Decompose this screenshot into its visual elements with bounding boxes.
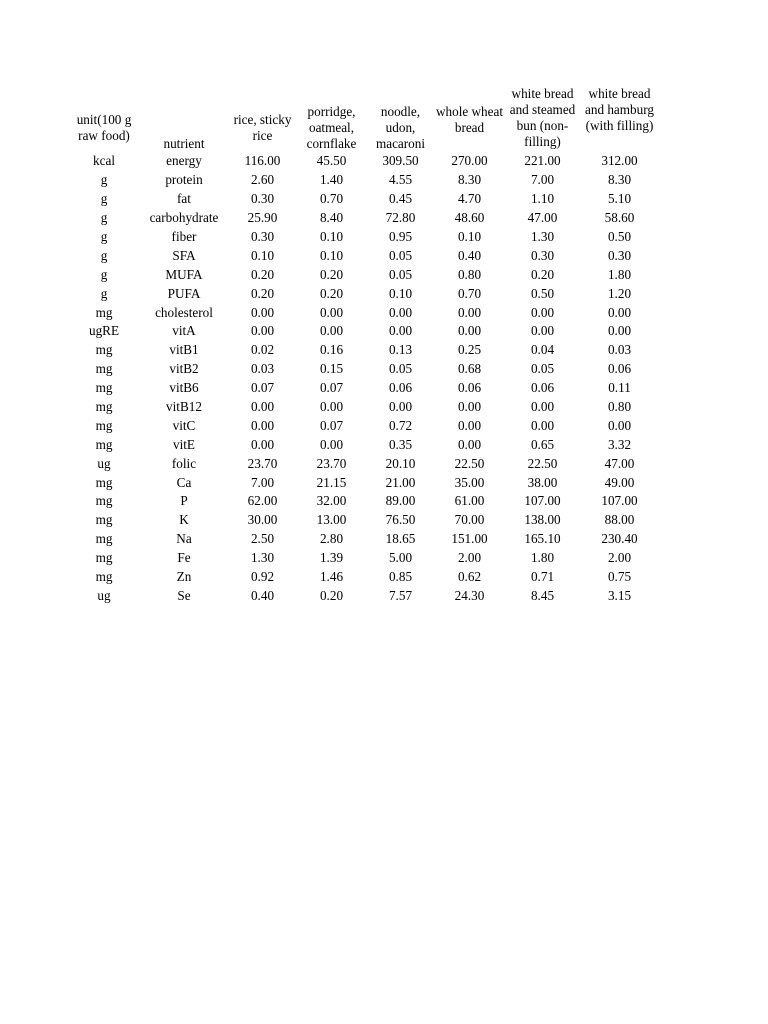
value-cell: 0.00 — [457, 304, 482, 320]
table-row — [68, 379, 658, 398]
value-cell: 0.20 — [250, 285, 275, 301]
value-cell: 0.05 — [388, 266, 413, 282]
nutrient-cell: vitB2 — [169, 361, 199, 377]
value-cell: 2.00 — [457, 550, 482, 566]
value-cell: 13.00 — [316, 512, 347, 528]
table-body — [68, 152, 658, 605]
value-cell: 49.00 — [604, 474, 635, 490]
table-row — [68, 303, 658, 322]
value-cell: 0.00 — [250, 417, 275, 433]
value-cell: 0.00 — [457, 323, 482, 339]
nutrient-cell: MUFA — [165, 266, 203, 282]
value-cell: 45.50 — [316, 153, 347, 169]
value-cell: 62.00 — [247, 493, 278, 509]
value-cell: 4.55 — [388, 172, 413, 188]
nutrient-cell: carbohydrate — [149, 210, 219, 226]
value-cell: 0.07 — [319, 417, 344, 433]
unit-column-header: unit(100 g raw food) — [76, 112, 132, 143]
table-row — [68, 246, 658, 265]
value-cell: 0.10 — [319, 247, 344, 263]
nutrient-cell: K — [179, 512, 189, 528]
unit-cell: mg — [95, 550, 113, 566]
value-cell: 1.39 — [319, 550, 344, 566]
table-row — [68, 435, 658, 454]
value-cell: 21.00 — [385, 474, 416, 490]
nutrition-sheet — [68, 86, 658, 605]
value-cell: 0.00 — [530, 399, 555, 415]
table-row — [68, 511, 658, 530]
nutrition-table — [68, 86, 658, 605]
value-cell: 2.80 — [319, 531, 344, 547]
table-row — [68, 530, 658, 549]
value-cell: 7.00 — [250, 474, 275, 490]
value-cell: 21.15 — [316, 474, 347, 490]
nutrient-cell: vitA — [172, 323, 196, 339]
value-cell: 0.10 — [250, 247, 275, 263]
value-cell: 3.32 — [607, 436, 632, 452]
table-row — [68, 473, 658, 492]
value-cell: 0.00 — [530, 304, 555, 320]
unit-cell: mg — [95, 342, 113, 358]
value-cell: 0.00 — [607, 304, 632, 320]
value-cell: 0.72 — [388, 417, 413, 433]
value-cell: 151.00 — [451, 531, 488, 547]
nutrient-cell: Na — [176, 531, 192, 547]
value-cell: 25.90 — [247, 210, 278, 226]
nutrient-cell: folic — [171, 455, 197, 471]
value-cell: 0.00 — [388, 399, 413, 415]
unit-cell: mg — [95, 474, 113, 490]
nutrient-cell: Se — [177, 587, 191, 603]
value-cell: 0.35 — [388, 436, 413, 452]
table-row — [68, 549, 658, 568]
value-cell: 18.65 — [385, 531, 416, 547]
nutrient-cell: vitB1 — [169, 342, 199, 358]
value-cell: 0.00 — [457, 417, 482, 433]
value-cell: 0.11 — [608, 380, 631, 396]
value-cell: 0.40 — [250, 587, 275, 603]
value-cell: 47.00 — [527, 210, 558, 226]
value-cell: 0.07 — [319, 380, 344, 396]
value-cell: 116.00 — [244, 153, 281, 169]
nutrient-cell: Ca — [176, 474, 192, 490]
value-cell: 3.15 — [607, 587, 632, 603]
value-cell: 8.40 — [319, 210, 344, 226]
value-cell: 0.70 — [319, 191, 344, 207]
value-cell: 7.00 — [530, 172, 555, 188]
table-row — [68, 209, 658, 228]
value-cell: 1.30 — [250, 550, 275, 566]
table-row — [68, 398, 658, 417]
value-cell: 1.46 — [319, 569, 344, 585]
header-row — [68, 86, 658, 152]
value-cell: 138.00 — [524, 512, 561, 528]
value-cell: 1.40 — [319, 172, 344, 188]
value-cell: 0.80 — [457, 266, 482, 282]
value-cell: 89.00 — [385, 493, 416, 509]
unit-cell: ug — [97, 455, 111, 471]
value-cell: 0.30 — [250, 191, 275, 207]
value-cell: 1.10 — [530, 191, 555, 207]
unit-cell: mg — [95, 436, 113, 452]
nutrient-column-header: nutrient — [163, 136, 205, 151]
value-cell: 5.00 — [388, 550, 413, 566]
value-cell: 0.00 — [319, 323, 344, 339]
unit-cell: g — [100, 247, 108, 263]
value-cell: 0.85 — [388, 569, 413, 585]
nutrient-cell: PUFA — [167, 285, 201, 301]
value-cell: 0.65 — [530, 436, 555, 452]
value-cell: 230.40 — [601, 531, 638, 547]
value-cell: 0.50 — [607, 229, 632, 244]
value-cell: 0.15 — [319, 361, 344, 377]
value-cell: 0.00 — [388, 304, 413, 320]
value-cell: 0.00 — [530, 323, 555, 339]
value-cell: 107.00 — [601, 493, 638, 509]
table-header — [68, 86, 658, 152]
nutrient-cell: vitB6 — [169, 380, 199, 396]
nutrient-cell: fat — [177, 191, 191, 207]
value-cell: 0.00 — [607, 323, 632, 339]
nutrient-cell: Zn — [176, 569, 192, 585]
table-row — [68, 190, 658, 209]
food-header-white-bread-hamburg: white bread and hamburg (with filling) — [585, 86, 654, 133]
value-cell: 0.20 — [319, 587, 344, 603]
unit-cell: ug — [97, 587, 111, 603]
value-cell: 0.06 — [388, 380, 413, 396]
value-cell: 2.00 — [607, 550, 632, 566]
value-cell: 0.03 — [607, 342, 632, 358]
value-cell: 0.20 — [319, 285, 344, 301]
food-header-noodle: noodle, udon, macaroni — [375, 104, 426, 151]
nutrient-cell: vitC — [172, 417, 196, 433]
value-cell: 0.25 — [457, 342, 482, 358]
value-cell: 0.06 — [457, 380, 482, 396]
value-cell: 0.05 — [530, 361, 555, 377]
nutrient-cell: cholesterol — [155, 304, 213, 320]
unit-cell: ugRE — [88, 323, 120, 339]
value-cell: 0.00 — [250, 399, 275, 415]
value-cell: 24.30 — [454, 587, 485, 603]
table-row — [68, 265, 658, 284]
value-cell: 2.60 — [250, 172, 275, 188]
value-cell: 0.30 — [250, 229, 275, 244]
nutrient-cell: protein — [165, 172, 203, 188]
value-cell: 8.30 — [457, 172, 482, 188]
value-cell: 20.10 — [385, 455, 416, 471]
table-row — [68, 454, 658, 473]
unit-cell: g — [100, 172, 108, 188]
value-cell: 0.00 — [250, 323, 275, 339]
value-cell: 4.70 — [457, 191, 482, 207]
value-cell: 0.00 — [607, 417, 632, 433]
value-cell: 309.50 — [382, 153, 419, 169]
value-cell: 0.95 — [388, 229, 413, 244]
value-cell: 0.10 — [388, 285, 413, 301]
value-cell: 8.45 — [530, 587, 555, 603]
value-cell: 0.00 — [250, 436, 275, 452]
value-cell: 7.57 — [388, 587, 413, 603]
unit-cell: mg — [95, 380, 113, 396]
value-cell: 0.71 — [530, 569, 555, 585]
nutrient-cell: energy — [166, 153, 202, 169]
value-cell: 30.00 — [247, 512, 278, 528]
nutrient-cell: SFA — [172, 247, 196, 263]
value-cell: 0.50 — [530, 285, 555, 301]
value-cell: 0.20 — [319, 266, 344, 282]
value-cell: 0.70 — [457, 285, 482, 301]
value-cell: 0.05 — [388, 247, 413, 263]
value-cell: 58.60 — [604, 210, 635, 226]
value-cell: 22.50 — [454, 455, 485, 471]
table-row — [68, 322, 658, 341]
value-cell: 0.16 — [319, 342, 344, 358]
value-cell: 0.00 — [530, 417, 555, 433]
value-cell: 0.20 — [250, 266, 275, 282]
value-cell: 0.07 — [250, 380, 275, 396]
table-row — [68, 228, 658, 247]
value-cell: 0.80 — [607, 399, 632, 415]
unit-cell: g — [100, 266, 108, 282]
unit-cell: mg — [95, 417, 113, 433]
value-cell: 0.05 — [388, 361, 413, 377]
nutrient-cell: vitB12 — [166, 399, 202, 415]
value-cell: 0.00 — [319, 436, 344, 452]
value-cell: 0.06 — [607, 361, 632, 377]
value-cell: 165.10 — [524, 531, 561, 547]
food-header-rice: rice, sticky rice — [233, 112, 292, 143]
value-cell: 0.13 — [388, 342, 413, 358]
value-cell: 0.40 — [457, 247, 482, 263]
food-header-white-bread-bun: white bread and steamed bun (non-filling) — [509, 86, 576, 149]
value-cell: 0.00 — [319, 304, 344, 320]
value-cell: 76.50 — [385, 512, 416, 528]
table-row — [68, 171, 658, 190]
food-header-whole-wheat-bread: whole wheat bread — [435, 104, 503, 135]
value-cell: 0.00 — [388, 323, 413, 339]
table-row — [68, 341, 658, 360]
value-cell: 23.70 — [247, 455, 278, 471]
unit-cell: mg — [95, 531, 113, 547]
unit-cell: g — [100, 285, 108, 301]
value-cell: 88.00 — [604, 512, 635, 528]
unit-cell: g — [100, 191, 108, 207]
value-cell: 0.30 — [530, 247, 555, 263]
table-row — [68, 416, 658, 435]
value-cell: 38.00 — [527, 474, 558, 490]
food-header-porridge: porridge, oatmeal, cornflake — [306, 104, 357, 151]
value-cell: 312.00 — [601, 153, 638, 169]
value-cell: 0.45 — [388, 191, 413, 207]
value-cell: 0.00 — [457, 399, 482, 415]
value-cell: 5.10 — [607, 191, 632, 207]
value-cell: 107.00 — [524, 493, 561, 509]
value-cell: 32.00 — [316, 493, 347, 509]
value-cell: 0.00 — [319, 399, 344, 415]
value-cell: 48.60 — [454, 210, 485, 226]
value-cell: 0.02 — [250, 342, 275, 358]
value-cell: 0.06 — [530, 380, 555, 396]
value-cell: 0.92 — [250, 569, 275, 585]
value-cell: 0.00 — [457, 436, 482, 452]
value-cell: 1.30 — [530, 229, 555, 244]
unit-cell: g — [100, 210, 108, 226]
unit-cell: mg — [95, 512, 113, 528]
value-cell: 8.30 — [607, 172, 632, 188]
value-cell: 0.00 — [250, 304, 275, 320]
nutrient-cell: vitE — [173, 436, 195, 452]
value-cell: 0.62 — [457, 569, 482, 585]
value-cell: 270.00 — [451, 153, 488, 169]
value-cell: 0.30 — [607, 247, 632, 263]
table-row — [68, 492, 658, 511]
value-cell: 35.00 — [454, 474, 485, 490]
nutrient-cell: fiber — [171, 229, 197, 244]
unit-cell: mg — [95, 361, 113, 377]
value-cell: 1.80 — [530, 550, 555, 566]
value-cell: 0.03 — [250, 361, 275, 377]
value-cell: 0.68 — [457, 361, 482, 377]
value-cell: 0.10 — [457, 229, 482, 244]
table-row — [68, 360, 658, 379]
table-row — [68, 586, 658, 605]
table-row — [68, 284, 658, 303]
nutrient-cell: Fe — [177, 550, 191, 566]
nutrient-cell: P — [180, 493, 188, 509]
unit-cell: mg — [95, 493, 113, 509]
unit-cell: mg — [95, 569, 113, 585]
value-cell: 0.04 — [530, 342, 555, 358]
value-cell: 0.75 — [607, 569, 632, 585]
value-cell: 72.80 — [385, 210, 416, 226]
unit-cell: mg — [95, 304, 113, 320]
unit-cell: kcal — [93, 153, 115, 169]
value-cell: 221.00 — [524, 153, 561, 169]
value-cell: 23.70 — [316, 455, 347, 471]
value-cell: 47.00 — [604, 455, 635, 471]
table-row — [68, 152, 658, 171]
table-row — [68, 568, 658, 587]
value-cell: 70.00 — [454, 512, 485, 528]
value-cell: 22.50 — [527, 455, 558, 471]
value-cell: 61.00 — [454, 493, 485, 509]
value-cell: 1.80 — [607, 266, 632, 282]
value-cell: 2.50 — [250, 531, 275, 547]
value-cell: 1.20 — [607, 285, 632, 301]
value-cell: 0.10 — [319, 229, 344, 244]
unit-cell: g — [100, 229, 108, 244]
value-cell: 0.20 — [530, 266, 555, 282]
unit-cell: mg — [95, 399, 113, 415]
